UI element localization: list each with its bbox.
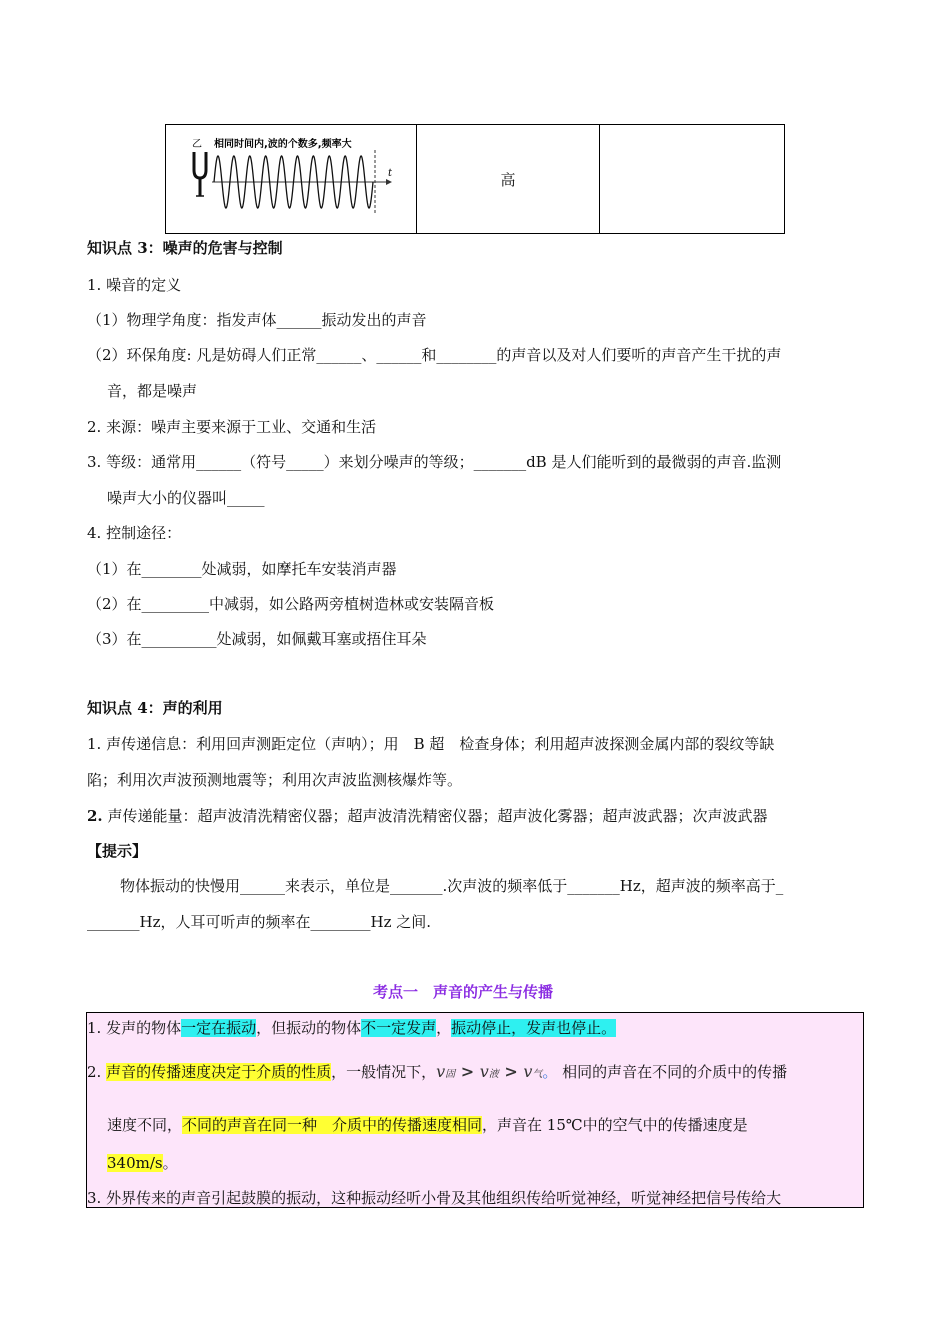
kp4-line: 2. 声传递能量：超声波清洗精密仪器；超声波清洗精密仪器；超声波化雾器；超声波武器；次声波武器 xyxy=(87,807,768,825)
key-points-box xyxy=(86,1012,864,1208)
kp3-line: （3）在__________处减弱，如佩戴耳塞或捂住耳朵 xyxy=(87,630,427,648)
kp3-line: （2）在_________中减弱，如公路两旁植树造林或安装隔音板 xyxy=(87,595,495,613)
tip-line: 物体振动的快慢用______来表示，单位是_______.次声波的频率低于_______Hz，超声波的频率高于_ xyxy=(120,877,784,895)
figure-label: 乙 xyxy=(192,139,202,150)
key-point-2-cont: 速度不同，不同的声音在同一种 介质中的传播速度相同，声音在 15℃中的空气中的传播速度是 xyxy=(107,1116,748,1134)
kp3-line: 音，都是噪声 xyxy=(107,382,198,400)
tuning-fork-icon xyxy=(194,152,206,196)
table-cell-level: 高 xyxy=(417,125,600,234)
speed-comparison: v固 > v液 > v气 xyxy=(436,1062,543,1081)
key-point-1: 1. 发声的物体一定在振动，但振动的物体不一定发声，振动停止，发声也停止。 xyxy=(87,1019,617,1037)
kp3-line: 噪声大小的仪器叫_____ xyxy=(107,489,265,507)
key-point-2: 2. 声音的传播速度决定于介质的性质，一般情况下，v固 > v液 > v气。 相同的声音在不同的介质中的传播 xyxy=(87,1062,788,1081)
sine-wave xyxy=(214,156,373,208)
kp4-title: 知识点 4：声的利用 xyxy=(87,699,223,717)
axis-label-t: t xyxy=(388,168,393,179)
tip-line: _______Hz，人耳可听声的频率在________Hz 之间. xyxy=(87,913,432,931)
key-point-3: 3. 外界传来的声音引起鼓膜的振动，这种振动经听小骨及其他组织传给听觉神经，听觉神经把信号传给大 xyxy=(87,1189,782,1207)
kp3-line: 2. 来源：噪声主要来源于工业、交通和生活 xyxy=(87,418,377,436)
wave-figure-cell xyxy=(166,125,417,234)
kp3-line: 1. 噪音的定义 xyxy=(87,276,182,294)
kp3-line: 4. 控制途径： xyxy=(87,524,182,542)
frequency-table xyxy=(165,124,785,234)
tuning-fork-wave-figure xyxy=(186,134,396,220)
kp3-line: （2）环保角度: 凡是妨碍人们正常______、______和________的声音以及对人们要听的声音产生干扰的声 xyxy=(87,346,782,364)
kp4-line: 1. 声传递信息：利用回声测距定位（声呐）；用 B 超 检查身体；利用超声波探测金属内部的裂纹等缺 xyxy=(87,735,775,753)
sound-speed-value: 340m/s。 xyxy=(107,1154,178,1172)
kp3-line: 3. 等级：通常用______（符号_____）来划分噪声的等级；_______dB 是人们能听到的最微弱的声音.监测 xyxy=(87,453,782,471)
kp4-line: 陷；利用次声波预测地震等；利用次声波监测核爆炸等。 xyxy=(87,771,463,789)
kp4-item-number: 2. xyxy=(87,807,103,825)
kp3-line: （1）物理学角度：指发声体______振动发出的声音 xyxy=(87,311,427,329)
kp3-title: 知识点 3：噪声的危害与控制 xyxy=(87,239,283,257)
tip-title: 【提示】 xyxy=(87,842,148,860)
table-cell-empty xyxy=(600,125,785,234)
section-heading: 考点一 声音的产生与传播 xyxy=(373,983,554,1001)
table-row xyxy=(166,125,785,234)
kp3-line: （1）在________处减弱，如摩托车安装消声器 xyxy=(87,560,397,578)
figure-caption: 相同时间内,波的个数多,频率大 xyxy=(214,139,352,150)
